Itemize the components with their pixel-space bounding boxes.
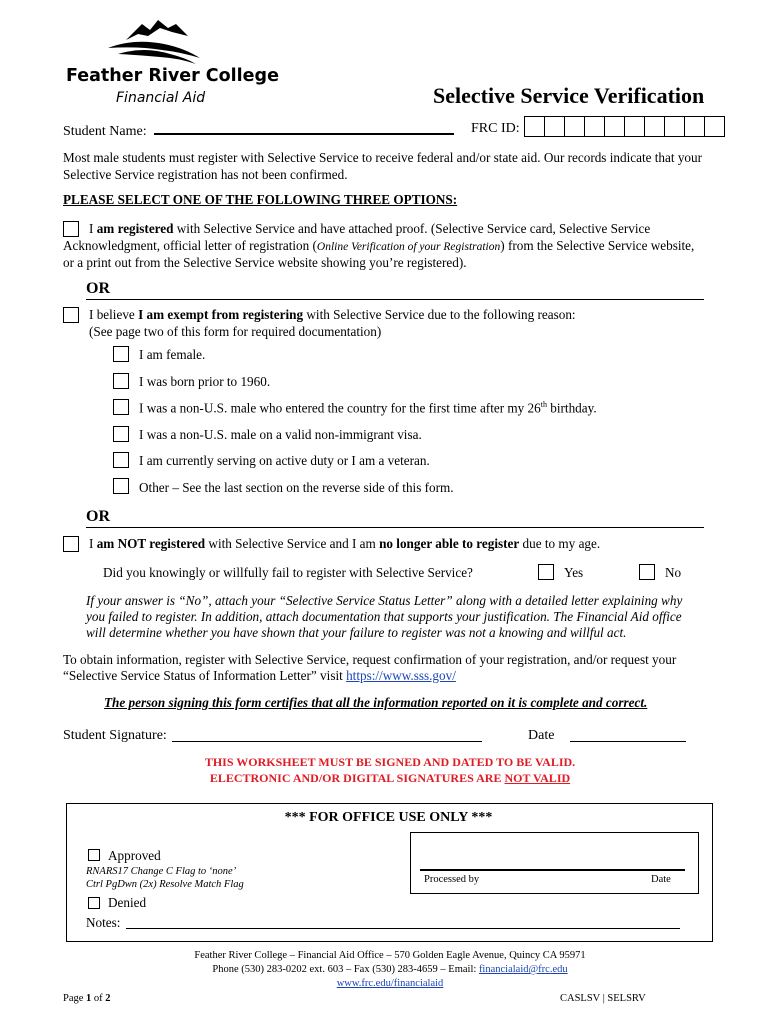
office-use-heading: *** FOR OFFICE USE ONLY ***	[284, 810, 493, 825]
or-separator-2: OR	[86, 508, 110, 525]
feather-river-logo-icon	[104, 14, 204, 66]
signature-label: Student Signature:	[63, 728, 167, 743]
option-registered-checkbox[interactable]	[63, 221, 79, 237]
footer-website-link[interactable]: www.frc.edu/financialaid	[336, 978, 444, 989]
form-code: CASLSV | SELSRV	[560, 993, 646, 1004]
footer-address: Feather River College – Financial Aid Office – 570 Golden Eagle Avenue, Quincy CA 95971	[194, 950, 586, 961]
info-line2: “Selective Service Status of Information Letter” visit https://www.sss.gov/	[63, 668, 456, 683]
no-answer-instructions-3: will determine whether you have shown that your failure to register was not a knowing and willful act.	[86, 625, 627, 640]
form-title: Selective Service Verification	[433, 83, 705, 108]
college-name: Feather River College	[66, 66, 279, 86]
reason-born-prior-1960-checkbox[interactable]	[113, 373, 129, 389]
footer-email-link[interactable]: financialaid@frc.edu	[478, 964, 568, 975]
rnars-line1: RNARS17 Change C Flag to ‘none’	[86, 866, 237, 877]
option-exempt-line: I believe I am exempt from registering with Selective Service due to the following reason:	[89, 307, 576, 322]
processed-signature-line[interactable]	[420, 869, 685, 871]
options-heading: PLEASE SELECT ONE OF THE FOLLOWING THREE OPTIONS:	[63, 192, 458, 207]
denied-checkbox[interactable]	[88, 897, 100, 909]
willful-no-label: No	[665, 565, 682, 580]
notes-field[interactable]	[126, 916, 680, 929]
footer-website	[0, 978, 770, 989]
certification-statement: The person signing this form certifies that all the information reported on it is complete and correct.	[104, 695, 648, 710]
info-line1: To obtain information, register with Selective Service, request confirmation of your registration, and/or request your	[63, 652, 677, 667]
option-exempt-checkbox[interactable]	[63, 307, 79, 323]
no-answer-instructions-1: If your answer is “No”, attach your “Selective Service Status Letter” along with a detailed letter explaining why	[86, 593, 683, 608]
or-separator-1: OR	[86, 280, 110, 297]
reason-non-immigrant-visa-label: I was a non-U.S. male on a valid non-immigrant visa.	[139, 427, 422, 442]
reason-female-checkbox[interactable]	[113, 346, 129, 362]
page-number: Page 1 of 2	[63, 993, 111, 1004]
signature-date-field[interactable]	[570, 729, 686, 742]
denied-label: Denied	[108, 895, 147, 910]
reason-born-prior-1960-label: I was born prior to 1960.	[139, 374, 271, 389]
option-not-registered-checkbox[interactable]	[63, 536, 79, 552]
reason-other-checkbox[interactable]	[113, 478, 129, 494]
reason-active-duty-checkbox[interactable]	[113, 452, 129, 468]
signature-field[interactable]	[172, 729, 482, 742]
intro-text: Most male students must register with Selective Service to receive federal and/or state aid. Our records indicate that your Selective Service registration has not been confirmed.	[63, 150, 703, 182]
reason-other-label: Other – See the last section on the reverse side of this form.	[139, 480, 454, 495]
processed-date-label: Date	[651, 874, 671, 885]
warning-line2: ELECTRONIC AND/OR DIGITAL SIGNATURES ARE NOT VALID	[209, 771, 571, 785]
option-registered-line3: or a print out from the Selective Service website showing you’re registered).	[63, 255, 467, 270]
no-answer-instructions-2: you failed to register. In addition, attach documentation that supports your justification. The Financial Aid office	[86, 609, 682, 624]
frc-id-label: FRC ID:	[471, 121, 520, 136]
or-underline-2	[86, 527, 704, 528]
reason-active-duty-label: I am currently serving on active duty or I am a veteran.	[139, 453, 430, 468]
footer-contact: Phone (530) 283-0202 ext. 603 – Fax (530) 283-4659 – Email: financialaid@frc.edu	[212, 964, 568, 975]
reason-entered-after-26-label: I was a non-U.S. male who entered the country for the first time after my 26th birthday.	[139, 400, 597, 416]
willful-question: Did you knowingly or willfully fail to register with Selective Service?	[103, 565, 473, 580]
willful-no-checkbox[interactable]	[639, 564, 655, 580]
processed-by-label: Processed by	[424, 874, 480, 885]
reason-non-immigrant-visa-checkbox[interactable]	[113, 426, 129, 442]
option-exempt-note: (See page two of this form for required documentation)	[89, 324, 382, 339]
or-underline-1	[86, 299, 704, 300]
notes-label: Notes:	[86, 915, 121, 930]
willful-yes-checkbox[interactable]	[538, 564, 554, 580]
student-name-row	[63, 121, 454, 140]
willful-yes-label: Yes	[564, 565, 584, 580]
option-registered-line1: I am registered with Selective Service and have attached proof. (Selective Service card, Selective Service	[89, 221, 651, 236]
student-name-label: Student Name:	[63, 124, 147, 139]
sss-website-link[interactable]: https://www.sss.gov/	[346, 668, 456, 683]
option-registered-line2: Acknowledgment, official letter of registration (Online Verification of your Registration) from the Selective Service website,	[63, 238, 695, 253]
option-not-registered-line: I am NOT registered with Selective Service and I am no longer able to register due to my age.	[89, 536, 601, 551]
signature-date-label: Date	[528, 728, 555, 743]
warning-line1: THIS WORKSHEET MUST BE SIGNED AND DATED TO BE VALID.	[204, 755, 576, 769]
frc-id-boxes[interactable]	[524, 116, 725, 137]
reason-female-label: I am female.	[139, 347, 206, 362]
approved-checkbox[interactable]	[88, 849, 100, 861]
approved-label: Approved	[108, 848, 161, 863]
student-name-field[interactable]	[154, 121, 454, 135]
reason-entered-after-26-checkbox[interactable]	[113, 399, 129, 415]
rnars-line2: Ctrl PgDwn (2x) Resolve Match Flag	[86, 879, 244, 890]
department-name: Financial Aid	[116, 90, 206, 106]
